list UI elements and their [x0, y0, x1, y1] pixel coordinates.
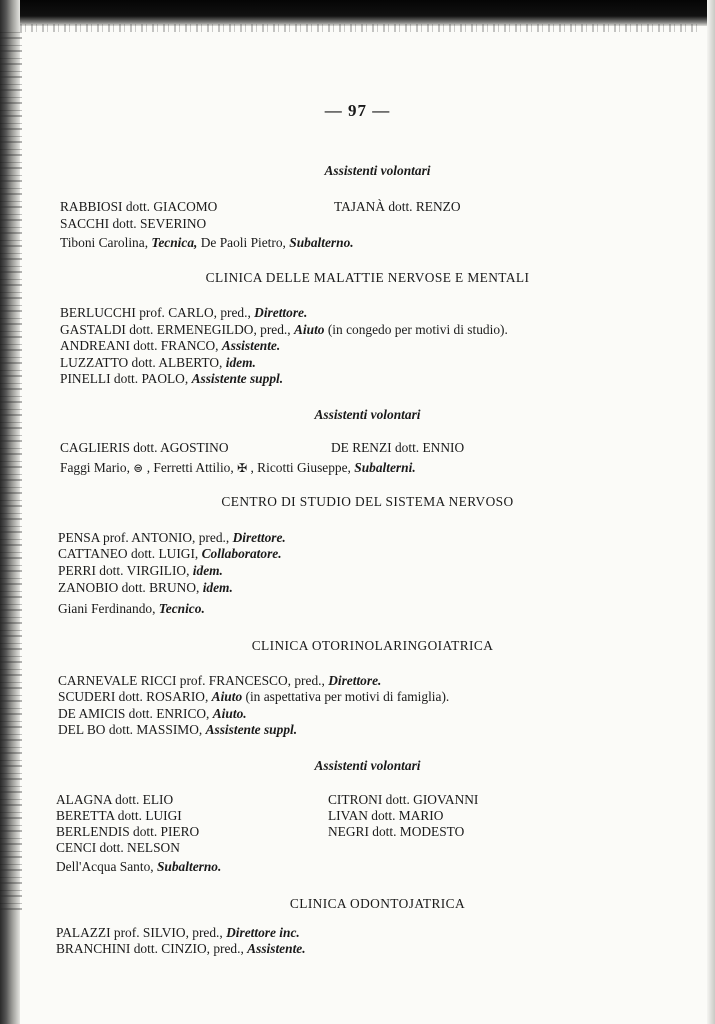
- entry-role: Aiuto.: [212, 706, 247, 721]
- entry-name: ANDREANI dott. FRANCO,: [60, 338, 222, 353]
- staff-entry: [60, 322, 508, 338]
- entry-role: Direttore inc.: [226, 925, 300, 940]
- section-subtitle: Assistenti volontari: [324, 163, 431, 178]
- section-subtitle: Assistenti volontari: [314, 758, 421, 773]
- scan-shadow-right: [707, 0, 715, 1024]
- entry-name: PERRI dott. VIRGILIO,: [58, 563, 193, 578]
- staff-entry: [58, 722, 297, 738]
- entry-name: DE AMICIS dott. ENRICO,: [58, 706, 213, 721]
- staff-entry: [60, 371, 283, 387]
- list-item: DE RENZI dott. ENNIO: [331, 440, 465, 455]
- staff-name: Dell'Acqua Santo,: [56, 859, 157, 874]
- section-title: CLINICA ODONTOJATRICA: [289, 896, 466, 911]
- section-title: CLINICA OTORINOLARINGOIATRICA: [251, 638, 494, 653]
- section-title: CLINICA DELLE MALATTIE NERVOSE E MENTALI: [205, 270, 530, 285]
- list-item: LIVAN dott. MARIO: [328, 808, 444, 823]
- list-item: CENCI dott. NELSON: [56, 840, 180, 855]
- staff-name: Giani Ferdinando,: [58, 601, 159, 616]
- staff-name: Tiboni Carolina,: [60, 235, 152, 250]
- scan-noise-left: [0, 30, 22, 910]
- staff-role: Tecnico.: [158, 601, 205, 616]
- decoration-symbol-icon: ⊜: [133, 461, 144, 475]
- staff-entry: [60, 305, 307, 321]
- entry-name: GASTALDI dott. ERMENEGILDO, pred.,: [60, 322, 294, 337]
- staff-role: Subalterno.: [289, 235, 354, 250]
- list-item: TAJANÀ dott. RENZO: [334, 199, 461, 214]
- staff-name: , Ricotti Giuseppe,: [247, 460, 355, 475]
- page-number: — 97 —: [324, 101, 391, 120]
- staff-entry: [58, 706, 247, 722]
- entry-note: (in aspettativa per motivi di famiglia).: [242, 689, 450, 704]
- entry-role: idem.: [225, 355, 256, 370]
- entry-role: idem.: [192, 563, 223, 578]
- staff-entry: [58, 563, 223, 579]
- staff-entry: [58, 546, 282, 562]
- staff-entry: [60, 355, 256, 371]
- staff-role: Tecnica,: [151, 235, 198, 250]
- entry-role: Assistente.: [221, 338, 281, 353]
- staff-line: [58, 601, 205, 617]
- entry-role: Direttore.: [328, 673, 382, 688]
- entry-role: Direttore.: [254, 305, 308, 320]
- list-item: ALAGNA dott. ELIO: [56, 792, 174, 807]
- staff-role: Subalterno.: [156, 859, 222, 874]
- list-item: NEGRI dott. MODESTO: [328, 824, 465, 839]
- entry-name: ZANOBIO dott. BRUNO,: [58, 580, 203, 595]
- entry-name: PENSA prof. ANTONIO, pred.,: [58, 530, 233, 545]
- staff-line: [60, 460, 416, 476]
- entry-name: BERLUCCHI prof. CARLO, pred.,: [60, 305, 255, 320]
- entry-name: BRANCHINI dott. CINZIO, pred.,: [56, 941, 248, 956]
- staff-line: [60, 235, 354, 251]
- entry-role: Aiuto: [211, 689, 243, 704]
- scan-noise-top: [20, 24, 700, 32]
- list-item: SACCHI dott. SEVERINO: [60, 216, 207, 231]
- entry-name: PINELLI dott. PAOLO,: [60, 371, 192, 386]
- list-item: CITRONI dott. GIOVANNI: [328, 792, 479, 807]
- staff-name: De Paoli Pietro,: [197, 235, 290, 250]
- staff-role: Subalterni.: [354, 460, 416, 475]
- entry-role: Collaboratore.: [201, 546, 282, 561]
- scan-shadow-top: [0, 0, 715, 26]
- list-item: CAGLIERIS dott. AGOSTINO: [60, 440, 229, 455]
- staff-entry: [58, 673, 381, 689]
- staff-name: Faggi Mario,: [60, 460, 134, 475]
- list-item: BERLENDIS dott. PIERO: [56, 824, 200, 839]
- staff-entry: [56, 941, 306, 957]
- section-subtitle: Assistenti volontari: [314, 407, 421, 422]
- entry-name: CARNEVALE RICCI prof. FRANCESCO, pred.,: [58, 673, 329, 688]
- staff-entry: [58, 530, 286, 546]
- staff-entry: [58, 580, 233, 596]
- section-title: CENTRO DI STUDIO DEL SISTEMA NERVOSO: [221, 494, 514, 509]
- entry-role: Assistente suppl.: [191, 371, 284, 386]
- entry-role: Assistente suppl.: [205, 722, 298, 737]
- staff-name: , Ferretti Attilio,: [143, 460, 238, 475]
- entry-name: LUZZATTO dott. ALBERTO,: [60, 355, 226, 370]
- entry-role: Aiuto: [293, 322, 325, 337]
- entry-role: idem.: [202, 580, 233, 595]
- staff-entry: [58, 689, 449, 705]
- list-item: RABBIOSI dott. GIACOMO: [60, 199, 218, 214]
- entry-note: (in congedo per motivi di studio).: [324, 322, 508, 337]
- entry-role: Assistente.: [247, 941, 306, 956]
- staff-entry: [60, 338, 280, 354]
- staff-line: [56, 859, 221, 875]
- list-item: BERETTA dott. LUIGI: [56, 808, 182, 823]
- entry-name: CATTANEO dott. LUIGI,: [58, 546, 202, 561]
- entry-role: Direttore.: [232, 530, 286, 545]
- entry-name: SCUDERI dott. ROSARIO,: [58, 689, 212, 704]
- entry-name: PALAZZI prof. SILVIO, pred.,: [56, 925, 227, 940]
- entry-name: DEL BO dott. MASSIMO,: [58, 722, 206, 737]
- staff-entry: [56, 925, 300, 941]
- cross-symbol-icon: ✠: [237, 461, 248, 475]
